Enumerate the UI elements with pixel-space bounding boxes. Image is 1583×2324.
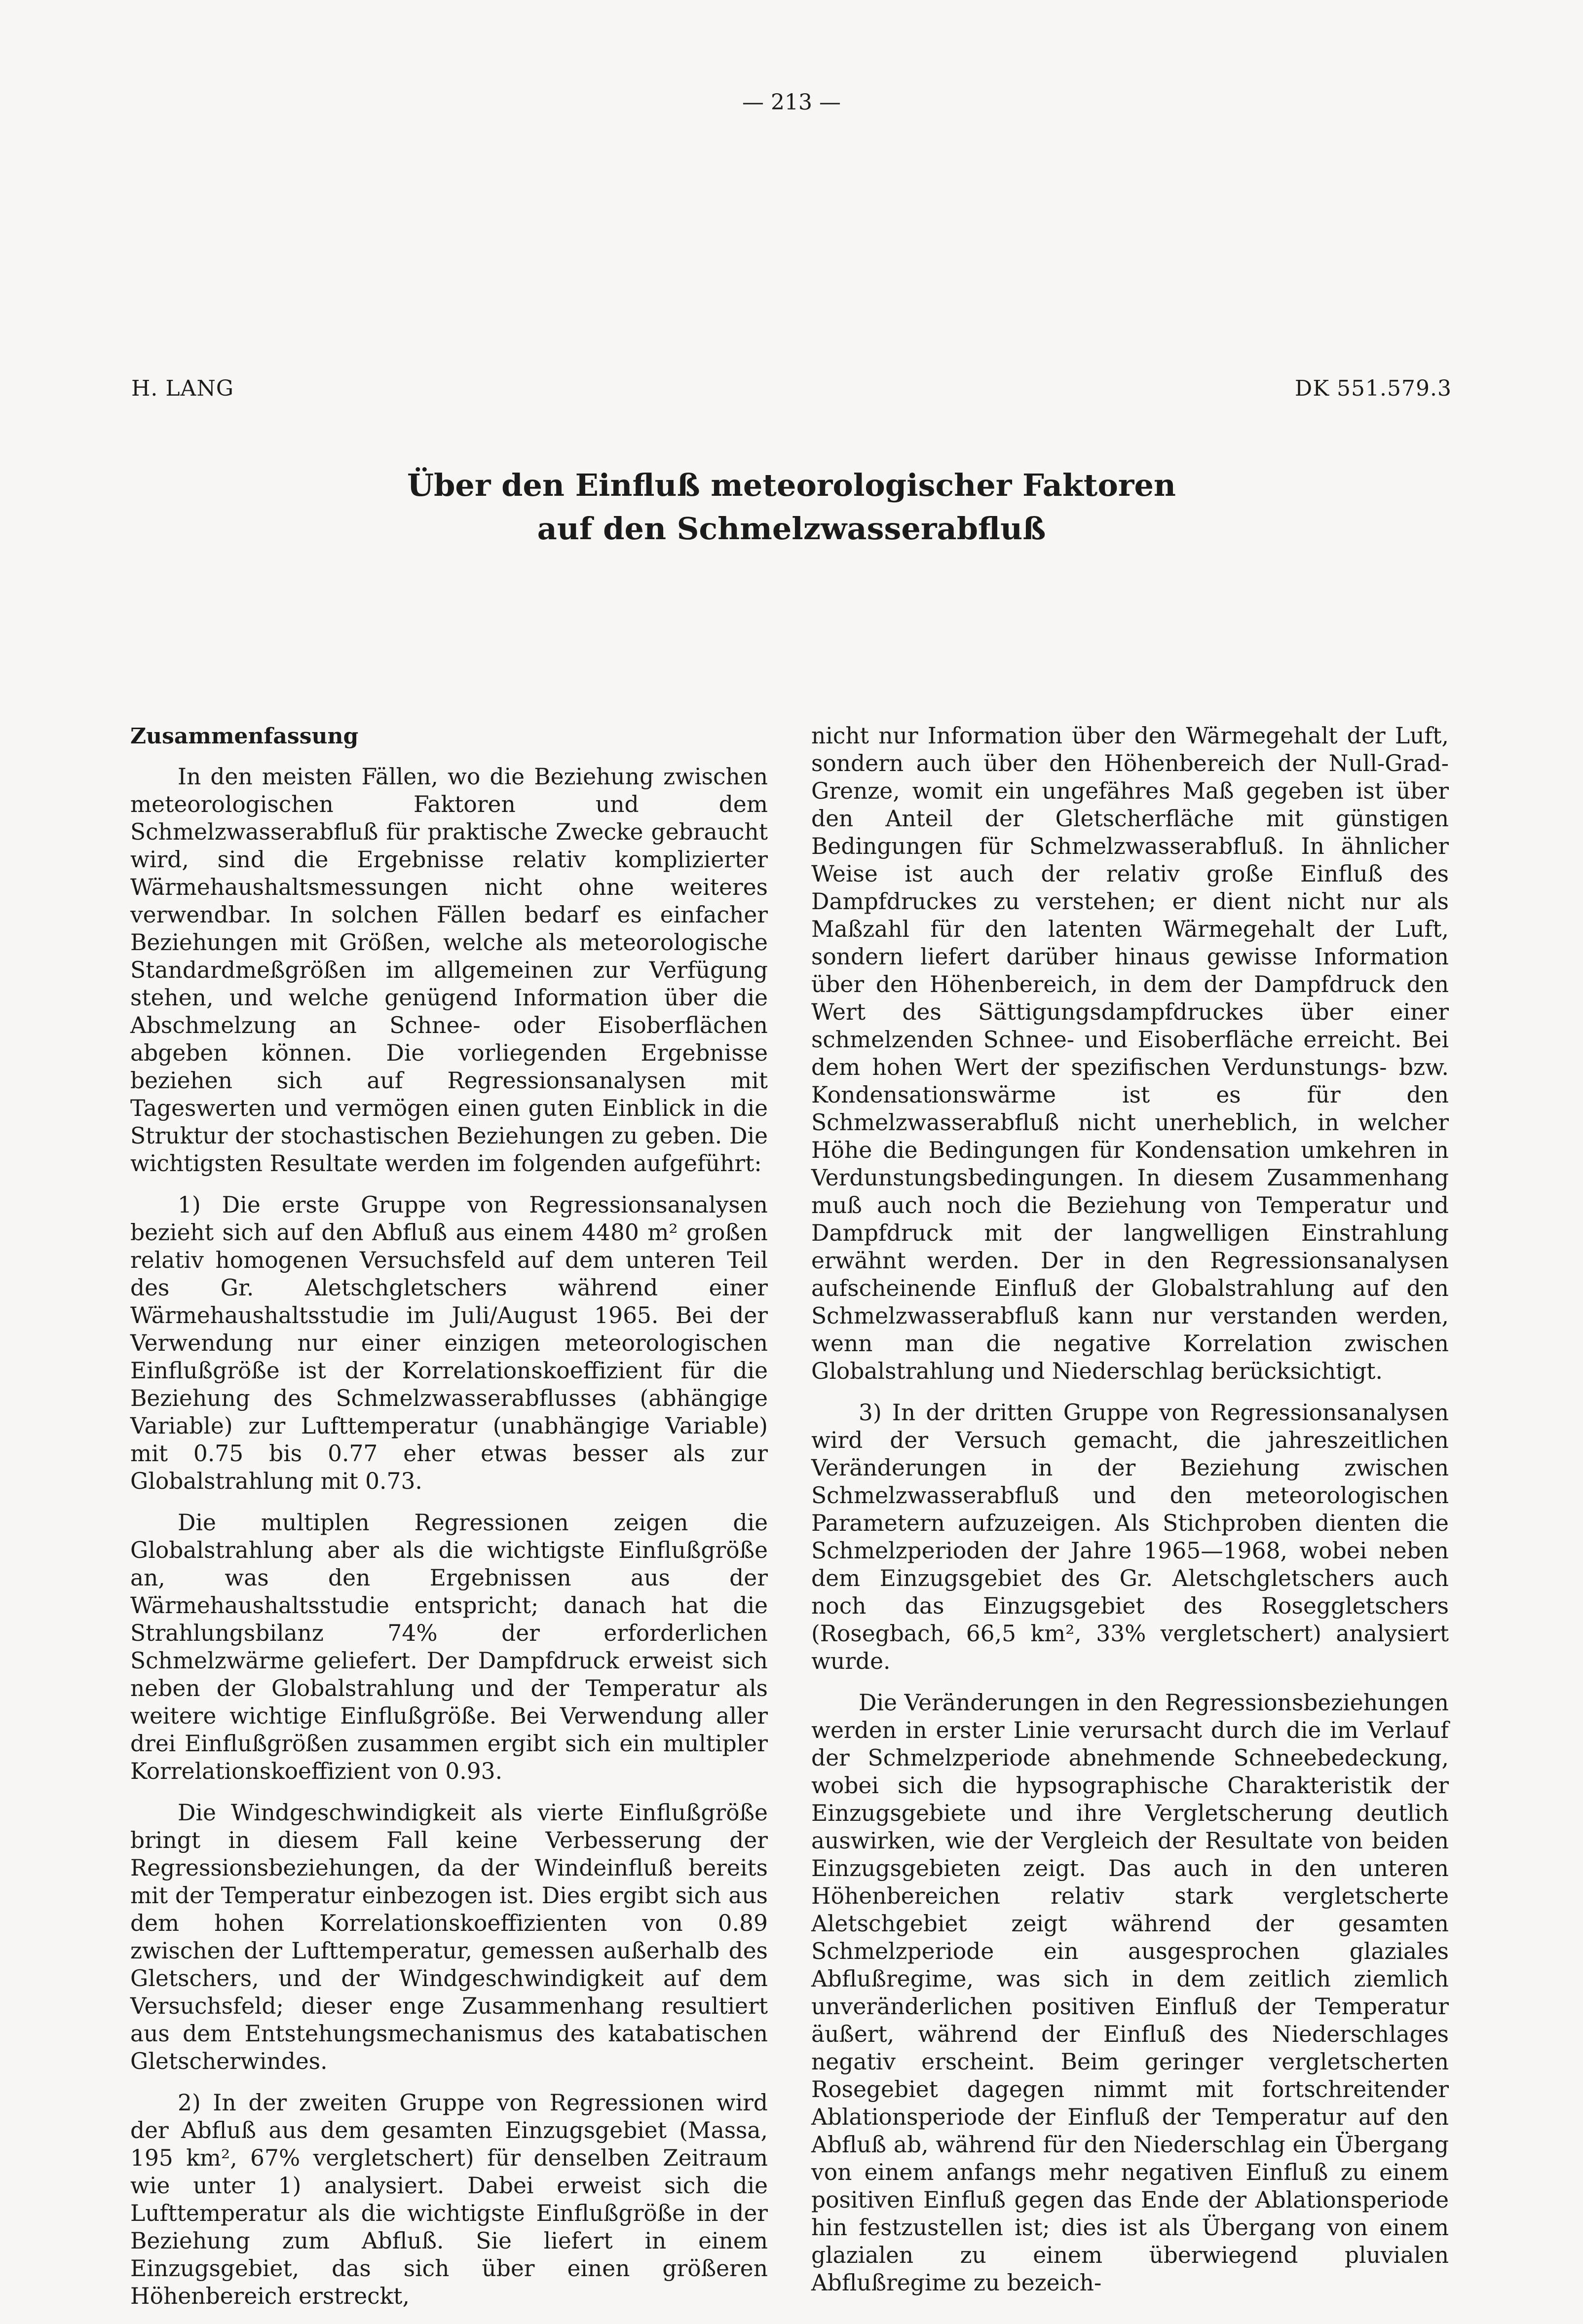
- paragraph: Die Veränderungen in den Regressionsbeziehungen werden in erster Linie verursacht durch die im Verlauf der Schmelzperiode abnehmende Schneebedeckung, wobei sich die hypsographische Charakteristik der Einzugsgebiete und ihre Vergletscherung deutlich auswirken, wie der Vergleich der Resultate von beiden Einzugsgebieten zeigt. Das auch in den unteren Höhenbereichen relativ stark vergletscherte Aletschgebiet zeigt während der gesamten Schmelzperiode ein ausgesprochen glaziales Abflußregime, was sich in dem zeitlich ziemlich unveränderlichen positiven Einfluß der Temperatur äußert, während der Einfluß des Niederschlages negativ erscheint. Beim geringer vergletscherten Rosegebiet dagegen nimmt mit fortschreitender Ablationsperiode der Einfluß der Temperatur auf den Abfluß ab, während für den Niederschlag ein Übergang von einem anfangs mehr negativen Einfluß zu einem positiven Einfluß gegen das Ende der Ablationsperiode hin festzustellen ist; dies ist als Übergang von einem glazialen zu einem überwiegend pluvialen Abflußregime zu bezeich-: [811, 1690, 1449, 2296]
- author-name: H. LANG: [131, 376, 234, 401]
- paragraph: Die multiplen Regressionen zeigen die Globalstrahlung aber als die wichtigste Einflußgröße an, was den Ergebnissen aus der Wärmehaushaltsstudie entspricht; danach hat die Strahlungsbilanz 74% der erforderlichen Schmelzwärme geliefert. Der Dampfdruck erweist sich neben der Globalstrahlung und der Temperatur als weitere wichtige Einflußgröße. Bei Verwendung aller drei Einflußgrößen zusammen ergibt sich ein multipler Korrelationskoeffizient von 0.93.: [130, 1510, 768, 1784]
- paragraph: nicht nur Information über den Wärmegehalt der Luft, sondern auch über den Höhenbereich der Null-Grad-Grenze, womit ein ungefähres Maß gegeben ist über den Anteil der Gletscherfläche mit günstigen Bedingungen für Schmelzwasserabfluß. In ähnlicher Weise ist auch der relativ große Einfluß des Dampfdruckes zu verstehen; er dient nicht nur als Maßzahl für den latenten Wärmegehalt der Luft, sondern liefert darüber hinaus gewisse Information über den Höhenbereich, in dem der Dampfdruck den Wert des Sättigungsdampfdruckes über einer schmelzenden Schnee- und Eisoberfläche erreicht. Bei dem hohen Wert der spezifischen Verdunstungs- bzw. Kondensationswärme ist es für den Schmelzwasserabfluß nicht unerheblich, in welcher Höhe die Bedingungen für Kondensation umkehren in Verdunstungsbedingungen. In diesem Zusammenhang muß auch noch die Beziehung von Temperatur und Dampfdruck mit der langwelligen Einstrahlung erwähnt werden. Der in den Regressionsanalysen aufscheinende Einfluß der Globalstrahlung auf den Schmelzwasserabfluß kann nur verstanden werden, wenn man die negative Korrelation zwischen Globalstrahlung und Niederschlag berücksichtigt.: [811, 723, 1449, 1384]
- dk-classification: DK 551.579.3: [1294, 376, 1452, 401]
- left-column: [130, 723, 768, 2324]
- paragraph: 2) In der zweiten Gruppe von Regressionen wird der Abfluß aus dem gesamten Einzugsgebiet (Massa, 195 km², 67% vergletschert) für denselben Zeitraum wie unter 1) analysiert. Dabei erweist sich die Lufttemperatur als die wichtigste Einflußgröße in der Beziehung zum Abfluß. Sie liefert in einem Einzugsgebiet, das sich über einen größeren Höhenbereich erstreckt,: [130, 2090, 768, 2309]
- paragraph: Die Windgeschwindigkeit als vierte Einflußgröße bringt in diesem Fall keine Verbesserung der Regressionsbeziehungen, da der Windeinfluß bereits mit der Temperatur einbezogen ist. Dies ergibt sich aus dem hohen Korrelationskoeffizienten von 0.89 zwischen der Lufttemperatur, gemessen außerhalb des Gletschers, und der Windgeschwindigkeit auf dem Versuchsfeld; dieser enge Zusammenhang resultiert aus dem Entstehungsmechanismus des katabatischen Gletscherwindes.: [130, 1800, 768, 2074]
- paragraph: In den meisten Fällen, wo die Beziehung zwischen meteorologischen Faktoren und dem Schmelzwasserabfluß für praktische Zwecke gebraucht wird, sind die Ergebnisse relativ komplizierter Wärmehaushaltsmessungen nicht ohne weiteres verwendbar. In solchen Fällen bedarf es einfacher Beziehungen mit Größen, welche als meteorologische Standardmeßgrößen im allgemeinen zur Verfügung stehen, und welche genügend Information über die Abschmelzung an Schnee- oder Eisoberflächen abgeben können. Die vorliegenden Ergebnisse beziehen sich auf Regressionsanalysen mit Tageswerten und vermögen einen guten Einblick in die Struktur der stochastischen Beziehungen zu geben. Die wichtigsten Resultate werden im folgenden aufgeführt:: [130, 764, 768, 1177]
- page-number: — 213 —: [742, 90, 841, 115]
- right-column: [811, 722, 1449, 2311]
- section-heading: Zusammenfassung: [130, 724, 359, 749]
- title-line-2: auf den Schmelzwasserabfluß: [537, 511, 1046, 547]
- title-line-1: Über den Einfluß meteorologischer Faktoren: [407, 467, 1176, 503]
- paper-title: [0, 464, 1583, 551]
- paragraph: 1) Die erste Gruppe von Regressionsanalysen bezieht sich auf den Abfluß aus einem 4480 m² großen relativ homogenen Versuchsfeld auf dem unteren Teil des Gr. Aletschgletschers während einer Wärmehaushaltsstudie im Juli/August 1965. Bei der Verwendung nur einer einzigen meteorologischen Einflußgröße ist der Korrelationskoeffizient für die Beziehung des Schmelzwasserabflusses (abhängige Variable) zur Lufttemperatur (unabhängige Variable) mit 0.75 bis 0.77 eher etwas besser als zur Globalstrahlung mit 0.73.: [130, 1192, 768, 1494]
- paragraph: 3) In der dritten Gruppe von Regressionsanalysen wird der Versuch gemacht, die jahreszeitlichen Veränderungen in der Beziehung zwischen Schmelzwasserabfluß und den meteorologischen Parametern aufzuzeigen. Als Stichproben dienten die Schmelzperioden der Jahre 1965—1968, wobei neben dem Einzugsgebiet des Gr. Aletschgletschers auch noch das Einzugsgebiet des Roseggletschers (Rosegbach, 66,5 km², 33% vergletschert) analysiert wurde.: [811, 1400, 1449, 1674]
